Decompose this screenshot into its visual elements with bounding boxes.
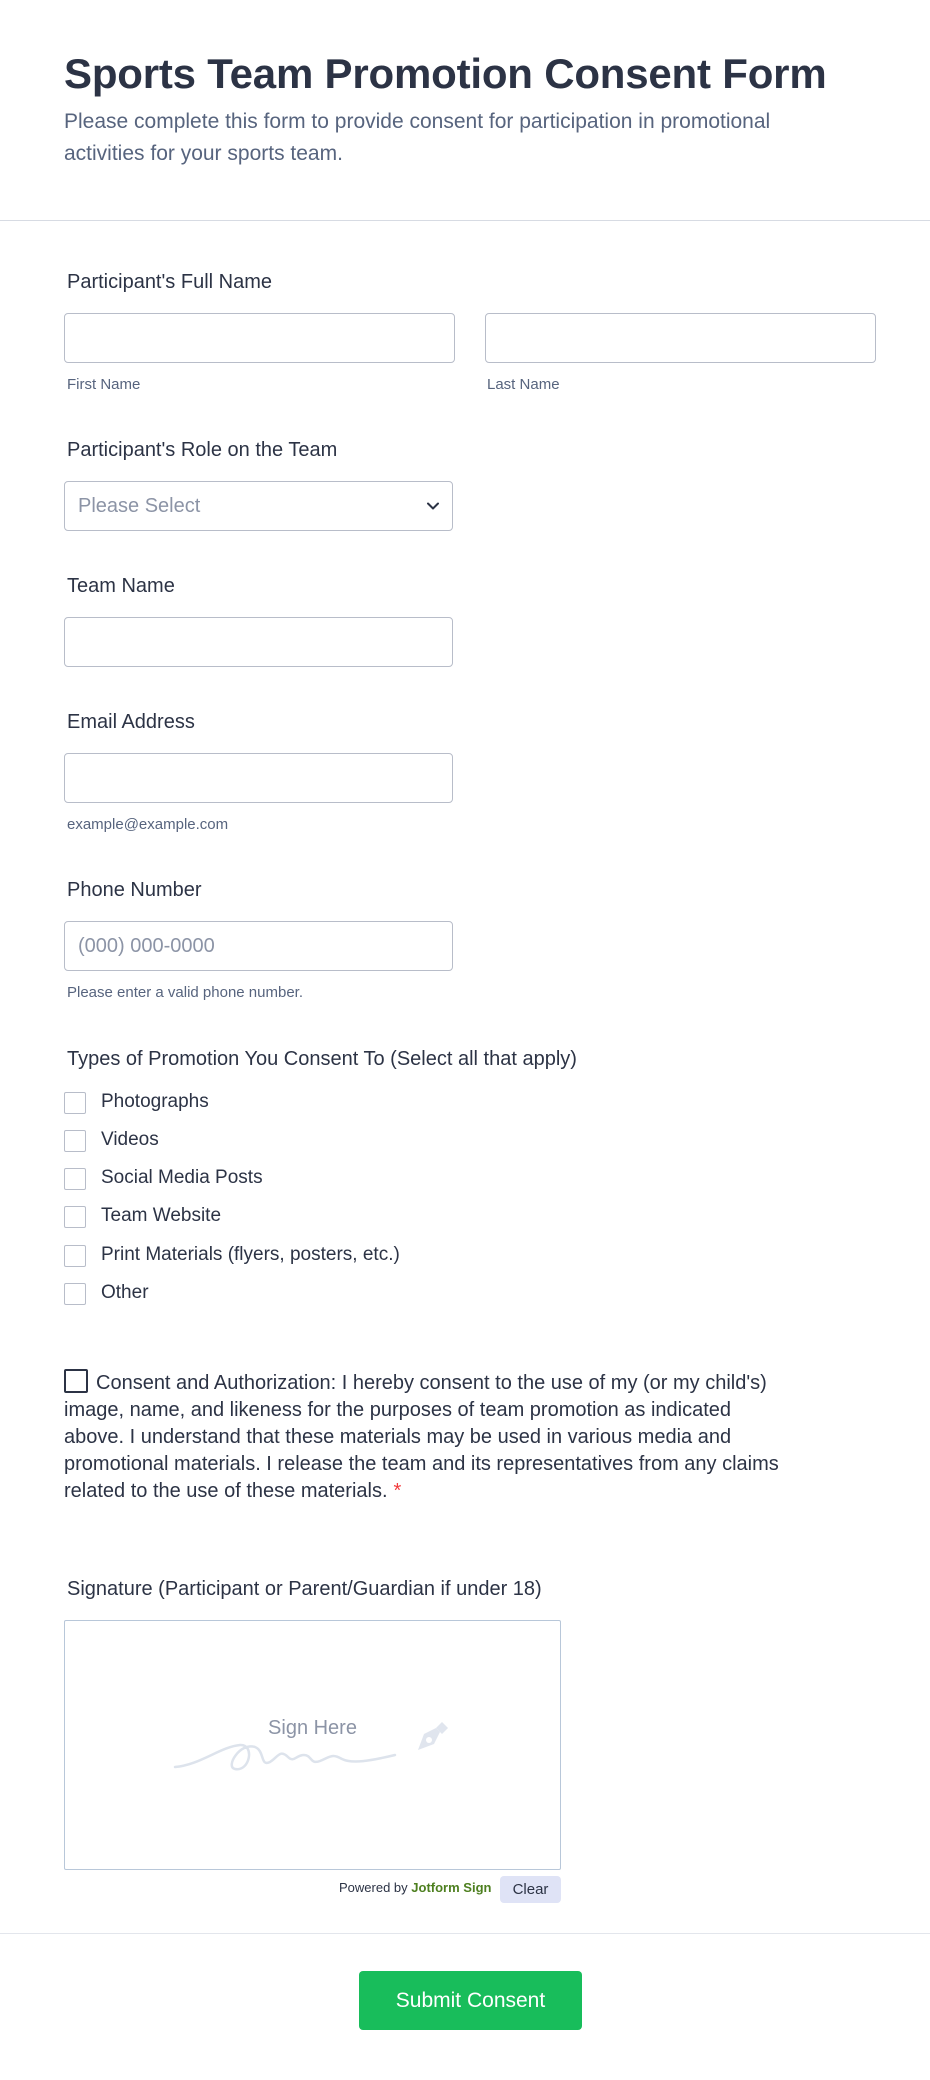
email-sublabel: example@example.com (67, 816, 229, 833)
sign-here-text: Sign Here (268, 1717, 357, 1739)
phone-sublabel: Please enter a valid phone number. (67, 984, 303, 1001)
powered-prefix: Powered by (339, 1880, 408, 1895)
consent-checkbox[interactable] (64, 1369, 88, 1393)
signature-label: Signature (Participant or Parent/Guardian if under 18) (67, 1578, 542, 1600)
jotform-sign-brand: Jotform Sign (411, 1880, 492, 1895)
signature-pad[interactable] (64, 1620, 561, 1870)
footer-divider (0, 1933, 930, 1934)
checkbox-photographs[interactable] (64, 1092, 86, 1114)
checkbox-label: Photographs (101, 1091, 209, 1112)
last-name-sublabel: Last Name (487, 376, 560, 393)
checkbox-label: Team Website (101, 1205, 222, 1226)
full-name-label: Participant's Full Name (67, 271, 272, 293)
phone-placeholder: (000) 000-0000 (78, 935, 215, 957)
consent-text: Consent and Authorization: I hereby consent to the use of my (or my child's) image, name, and likeness for the purposes of team promotion as indicated above. I understand that these materials may be used in various media and promotional materials. I release the team and its representatives from any claims related to the use of these materials. (64, 1372, 779, 1502)
team-name-input[interactable] (64, 617, 453, 667)
checkbox-label: Print Materials (flyers, posters, etc.) (101, 1244, 400, 1265)
checkbox-label: Other (101, 1282, 149, 1303)
submit-button[interactable]: Submit Consent (359, 1971, 582, 2030)
required-mark: * (393, 1480, 402, 1502)
phone-label: Phone Number (67, 879, 202, 901)
team-name-label: Team Name (67, 575, 175, 597)
chevron-down-icon (426, 499, 440, 513)
role-label: Participant's Role on the Team (67, 439, 338, 461)
role-select-placeholder: Please Select (78, 495, 201, 517)
consent-field (64, 1369, 784, 1505)
checkbox-label: Videos (101, 1129, 159, 1150)
form-header (0, 0, 930, 221)
first-name-input[interactable] (64, 313, 455, 363)
checkbox-other[interactable] (64, 1283, 86, 1305)
checkbox-print-materials[interactable] (64, 1245, 86, 1267)
role-select[interactable] (64, 481, 453, 531)
page-subtitle: Please complete this form to provide consent for participation in promotional activities for your sports team. (64, 110, 771, 165)
email-label: Email Address (67, 711, 195, 733)
phone-input[interactable] (64, 921, 453, 971)
checkbox-team-website[interactable] (64, 1206, 86, 1228)
checkbox-label: Social Media Posts (101, 1167, 263, 1188)
email-input[interactable] (64, 753, 453, 803)
checkbox-social-media[interactable] (64, 1168, 86, 1190)
checkbox-videos[interactable] (64, 1130, 86, 1152)
clear-signature-button[interactable]: Clear (500, 1876, 561, 1903)
last-name-input[interactable] (485, 313, 876, 363)
powered-by (339, 1880, 491, 1895)
promotion-label: Types of Promotion You Consent To (Select all that apply) (67, 1048, 577, 1070)
first-name-sublabel: First Name (67, 376, 141, 393)
page-title: Sports Team Promotion Consent Form (64, 50, 827, 97)
